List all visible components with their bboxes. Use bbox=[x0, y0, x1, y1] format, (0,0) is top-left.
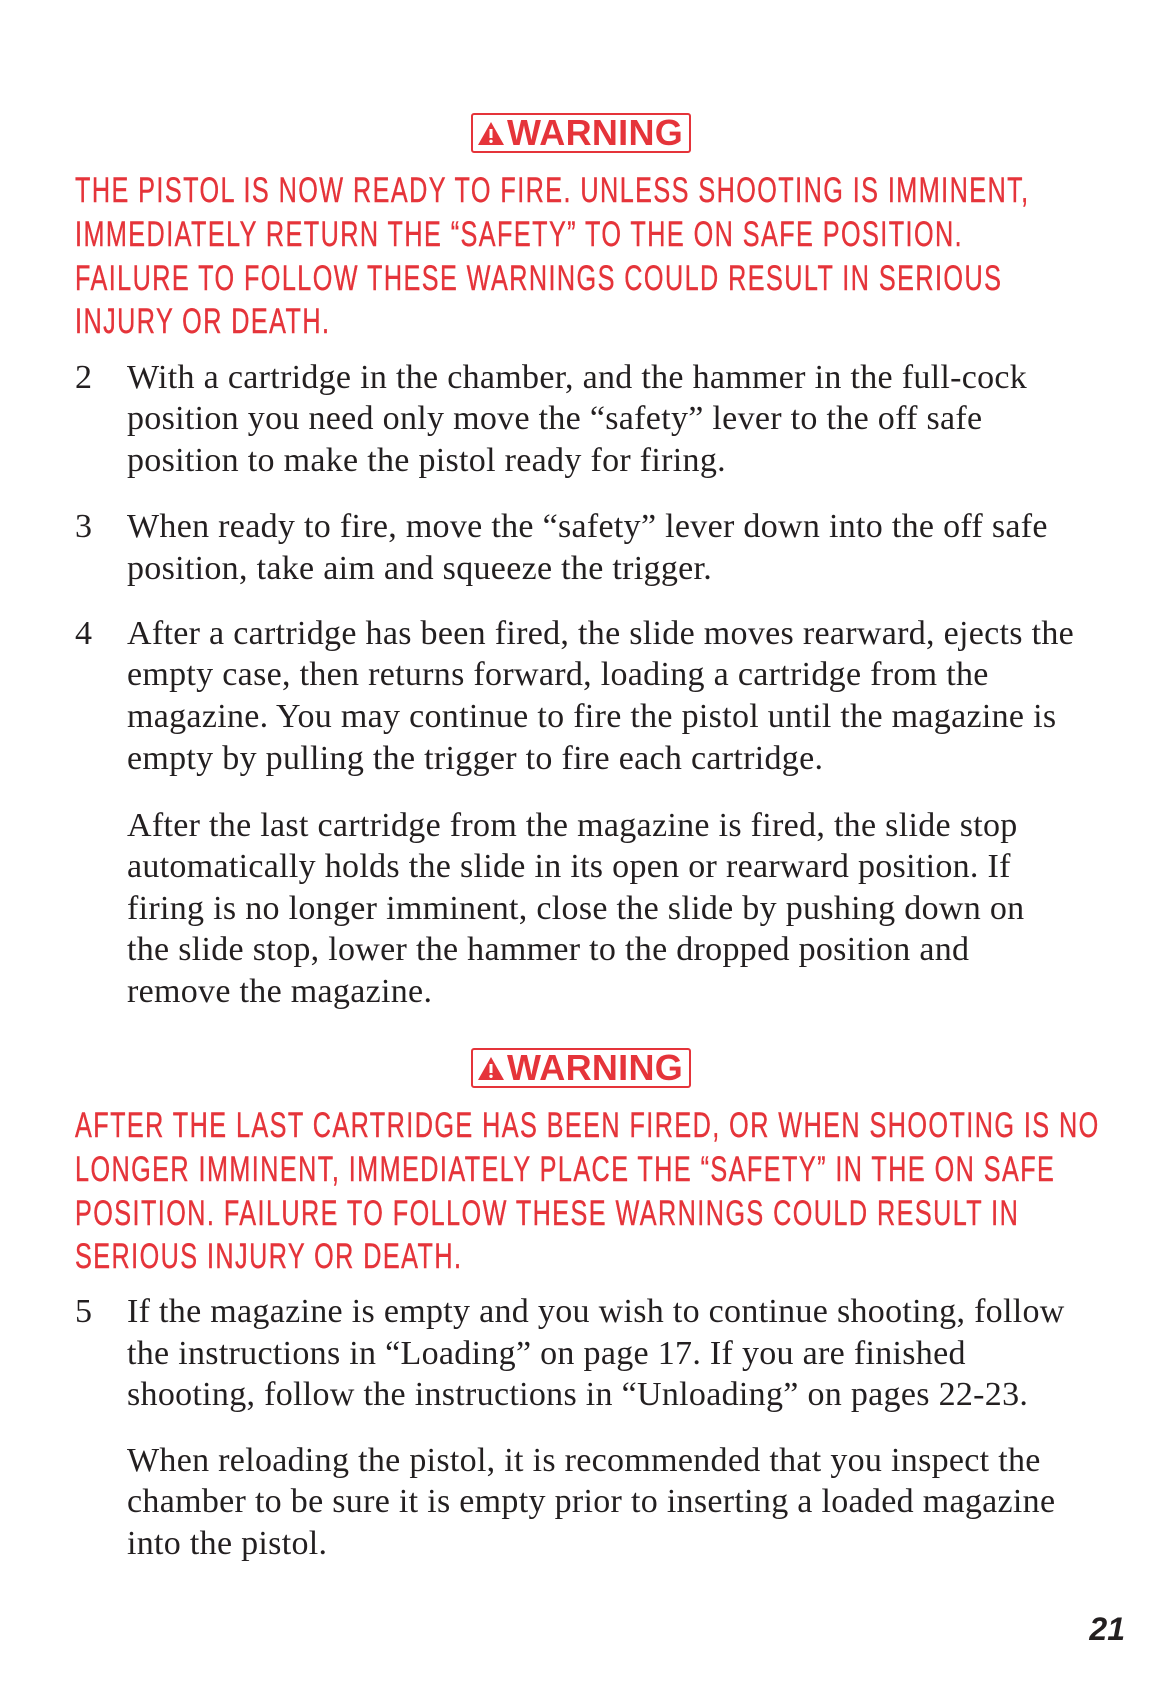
paragraph-line: remove the magazine. bbox=[127, 972, 433, 1010]
step-number: 3 bbox=[75, 508, 93, 546]
paragraph-line: After the last cartridge from the magazine is fired, the slide stop bbox=[127, 806, 1018, 844]
warning-text-line: FAILURE TO FOLLOW THESE WARNINGS COULD RESULT IN SERIOUS bbox=[75, 258, 1003, 298]
step-text-line: After a cartridge has been fired, the slide moves rearward, ejects the bbox=[127, 614, 1075, 652]
step-text-line: empty case, then returns forward, loading a cartridge from the bbox=[127, 656, 989, 694]
warning-text-line: POSITION. FAILURE TO FOLLOW THESE WARNINGS COULD RESULT IN bbox=[75, 1193, 1020, 1233]
step-number: 5 bbox=[75, 1293, 93, 1331]
paragraph-line: the slide stop, lower the hammer to the dropped position and bbox=[127, 931, 970, 969]
step-number: 2 bbox=[75, 358, 93, 396]
step-item bbox=[75, 613, 1074, 779]
step-item bbox=[75, 1291, 1065, 1416]
paragraph-line: into the pistol. bbox=[127, 1524, 328, 1562]
warning-text bbox=[75, 169, 1163, 344]
paragraph bbox=[75, 1440, 1055, 1565]
step-item bbox=[75, 506, 1048, 589]
paragraph-line: When reloading the pistol, it is recommended that you inspect the bbox=[127, 1441, 1041, 1479]
paragraph-line: chamber to be sure it is empty prior to inserting a loaded magazine bbox=[127, 1483, 1056, 1521]
warning-text-line: AFTER THE LAST CARTRIDGE HAS BEEN FIRED, OR WHEN SHOOTING IS NO bbox=[75, 1106, 1100, 1145]
step-text-line: position to make the pistol ready for firing. bbox=[127, 441, 726, 479]
step-number: 4 bbox=[75, 614, 93, 652]
step-text-line: When ready to fire, move the “safety” lever down into the off safe bbox=[127, 508, 1048, 546]
step-text-line: With a cartridge in the chamber, and the hammer in the full-cock bbox=[127, 358, 1028, 396]
page-number: 21 bbox=[1089, 1611, 1125, 1647]
step-text-line: shooting, follow the instructions in “Unloading” on pages 22-23. bbox=[127, 1376, 1029, 1414]
warning-text bbox=[75, 1104, 1163, 1279]
paragraph-line: automatically holds the slide in its open or rearward position. If bbox=[127, 848, 1011, 886]
warning-badge bbox=[471, 113, 691, 153]
step-item bbox=[75, 357, 1027, 482]
warning-triangle-icon bbox=[477, 1056, 505, 1081]
step-text-line: magazine. You may continue to fire the pistol until the magazine is bbox=[127, 697, 1057, 735]
step-text-line: position you need only move the “safety” lever to the off safe bbox=[127, 400, 983, 438]
warning-text-line: THE PISTOL IS NOW READY TO FIRE. UNLESS SHOOTING IS IMMINENT, bbox=[75, 171, 1030, 210]
warning-text-line: IMMEDIATELY RETURN THE “SAFETY” TO THE ON SAFE POSITION. bbox=[75, 214, 964, 254]
step-text-line: If the magazine is empty and you wish to continue shooting, follow bbox=[127, 1293, 1065, 1331]
step-text-line: empty by pulling the trigger to fire each cartridge. bbox=[127, 739, 824, 777]
warning-text-line: LONGER IMMINENT, IMMEDIATELY PLACE THE “SAFETY” IN THE ON SAFE bbox=[75, 1149, 1056, 1189]
step-text-line: the instructions in “Loading” on page 17. If you are finished bbox=[127, 1334, 966, 1372]
warning-label: WARNING bbox=[507, 1047, 684, 1088]
warning-triangle-icon bbox=[477, 121, 505, 146]
step-text-line: position, take aim and squeeze the trigger. bbox=[127, 549, 713, 587]
warning-text-line: INJURY OR DEATH. bbox=[75, 302, 331, 342]
warning-label: WARNING bbox=[507, 112, 684, 153]
warning-badge bbox=[471, 1048, 691, 1088]
paragraph-line: firing is no longer imminent, close the slide by pushing down on bbox=[127, 889, 1025, 927]
paragraph bbox=[75, 805, 1024, 1013]
warning-text-line: SERIOUS INJURY OR DEATH. bbox=[75, 1237, 463, 1277]
